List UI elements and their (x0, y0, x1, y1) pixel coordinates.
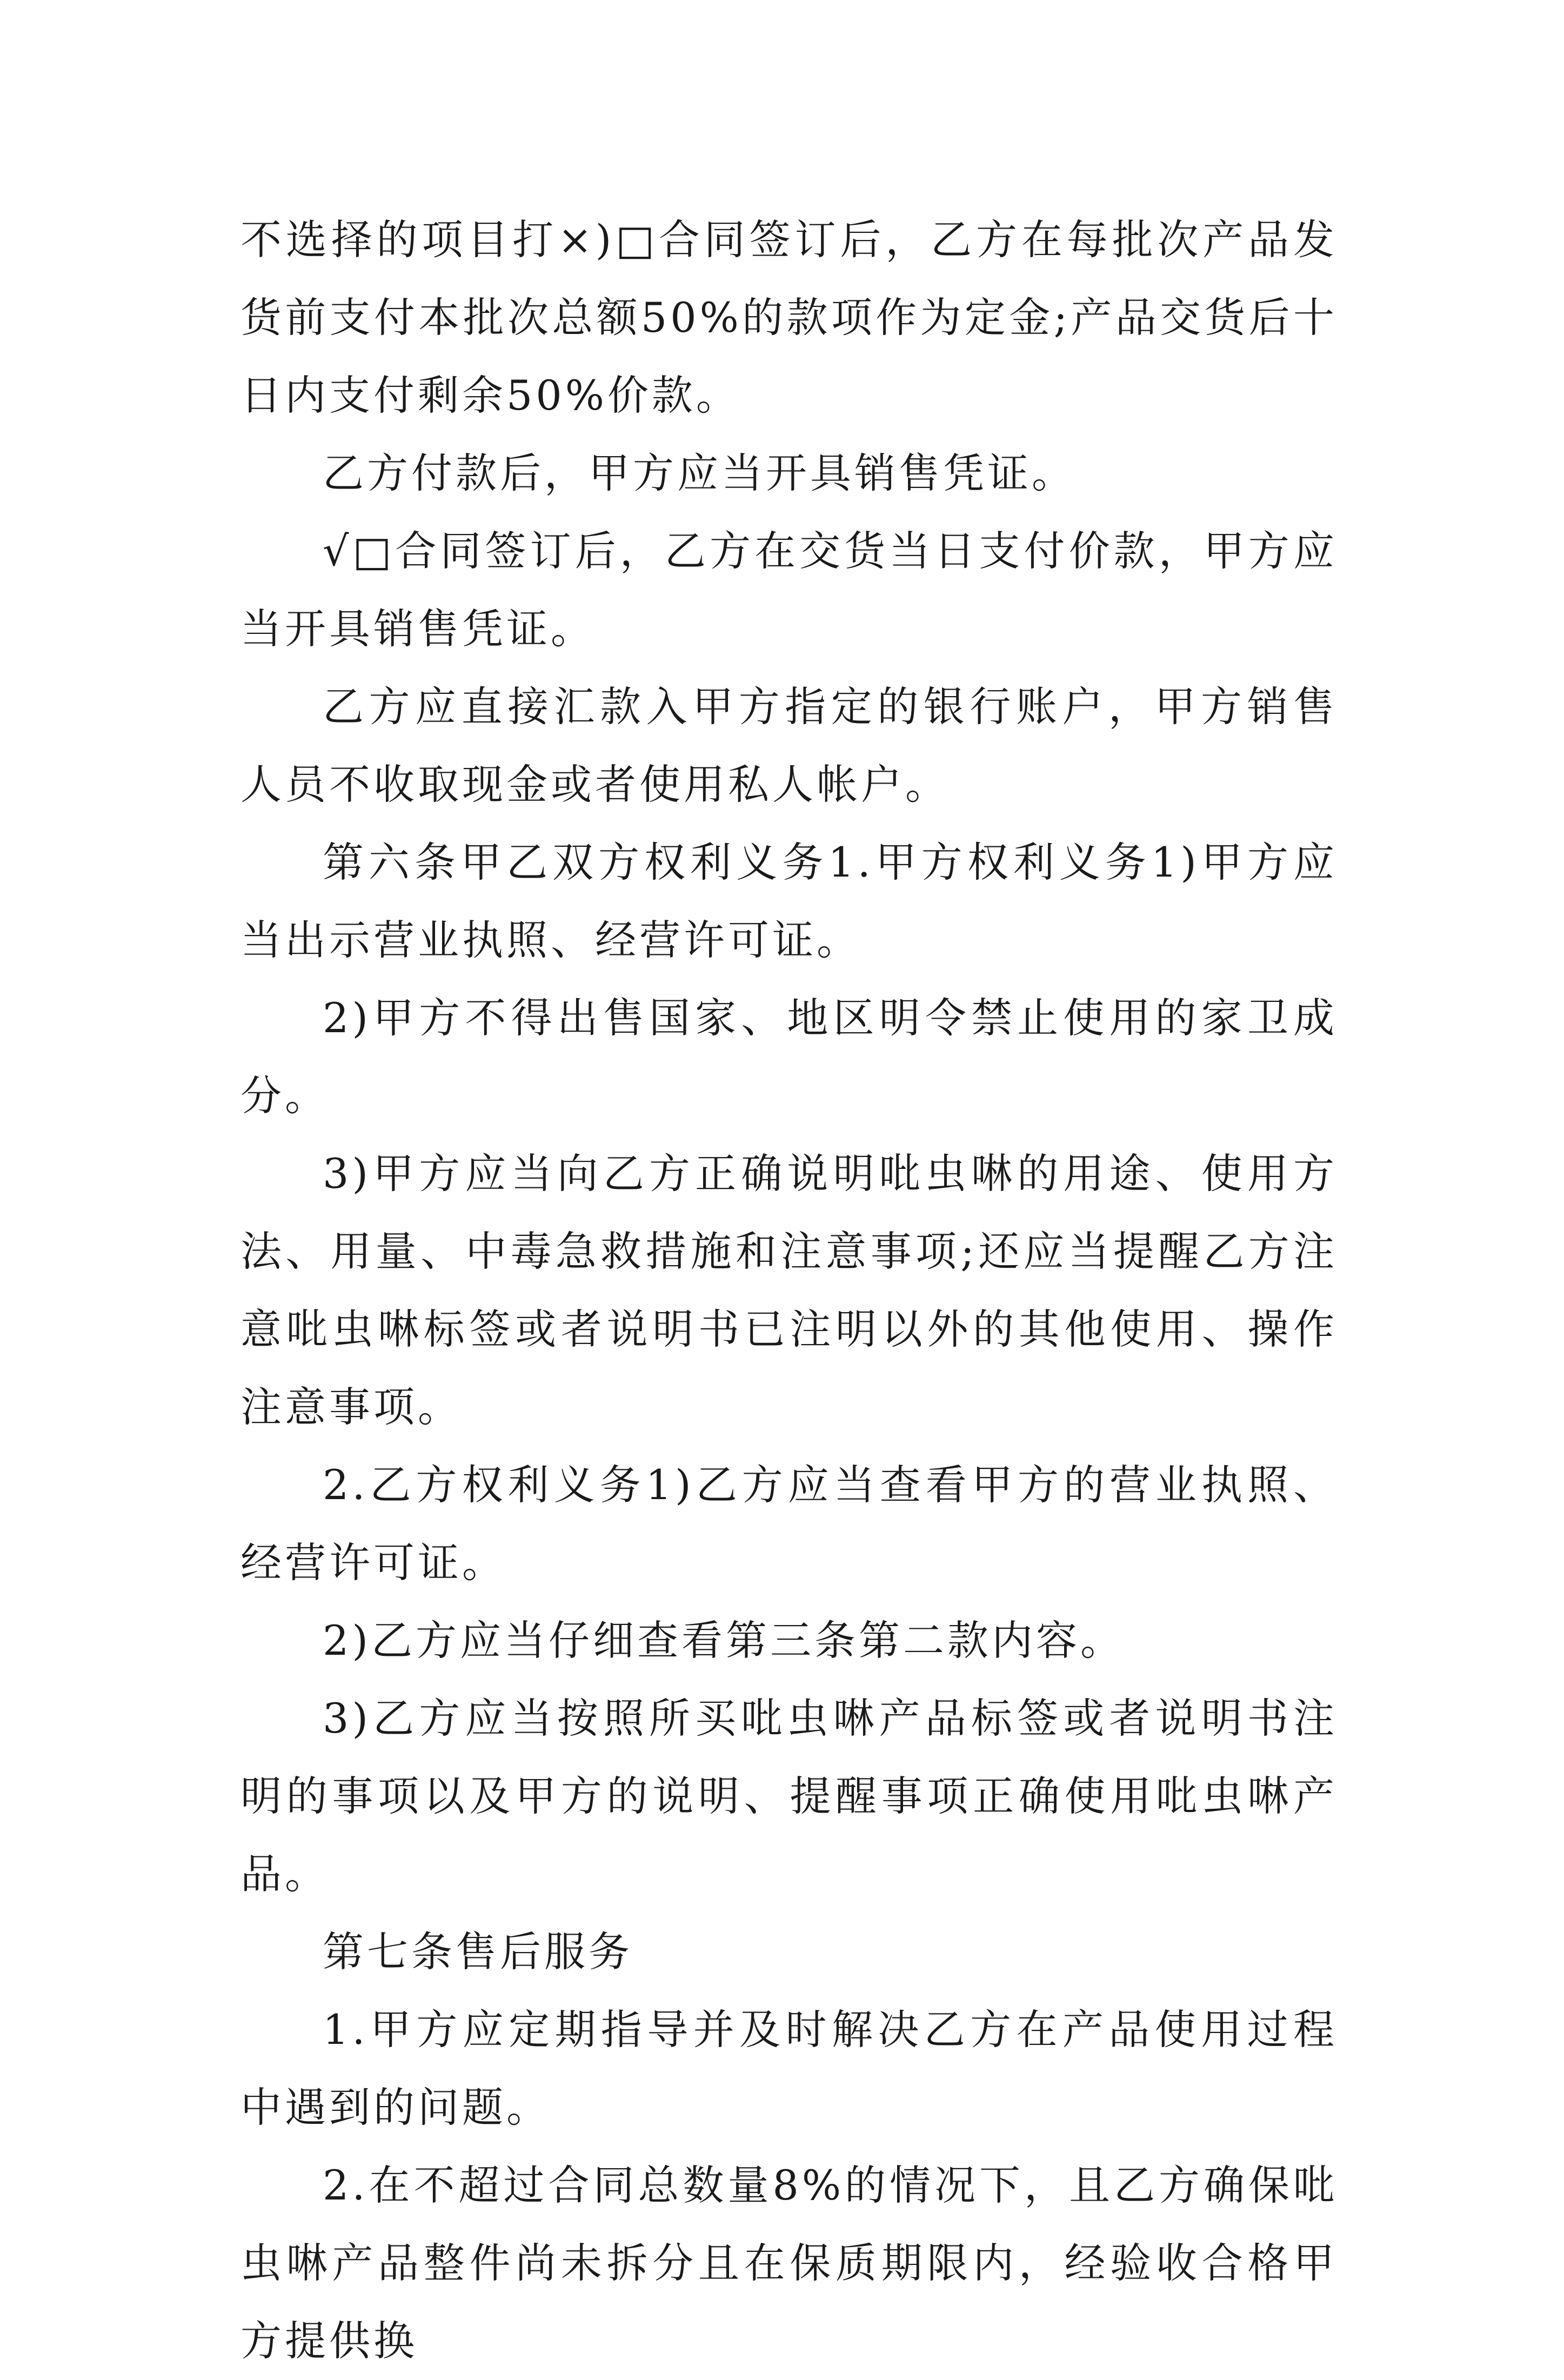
paragraph-article-6: 第六条甲乙双方权利义务1.甲方权利义务1)甲方应当出示营业执照、经营许可证。 (240, 838, 1338, 964)
paragraph-party-b-item-2: 2)乙方应当仔细查看第三条第二款内容。 (323, 1616, 1125, 1664)
paragraph-party-b-item-3: 3)乙方应当按照所买吡虫啉产品标签或者说明书注明的事项以及甲方的说明、提醒事项正确使用吡虫啉产品。 (240, 1694, 1338, 1898)
paragraph-party-a-item-2: 2)甲方不得出售国家、地区明令禁止使用的家卫成分。 (240, 994, 1338, 1120)
paragraph-payment-option-delivery-day: √□合同签订后，乙方在交货当日支付价款，甲方应当开具销售凭证。 (240, 527, 1338, 653)
paragraph-sales-voucher: 乙方付款后，甲方应当开具销售凭证。 (323, 449, 1076, 497)
paragraph-party-a-item-3: 3)甲方应当向乙方正确说明吡虫啉的用途、使用方法、用量、中毒急救措施和注意事项;还应当提醒乙方注意吡虫啉标签或者说明书已注明以外的其他使用、操作注意事项。 (240, 1149, 1338, 1431)
heading-article-7: 第七条售后服务 (323, 1928, 633, 1976)
contract-text-body (240, 201, 1338, 2380)
paragraph-payment-option-deposit: 不选择的项目打×)□合同签订后，乙方在每批次产品发货前支付本批次总额50%的款项作为定金;产品交货后十日内支付剩余50%价款。 (240, 216, 1338, 419)
paragraph-after-sales-1: 1.甲方应定期指导并及时解决乙方在产品使用过程中遇到的问题。 (240, 2005, 1338, 2131)
paragraph-bank-transfer: 乙方应直接汇款入甲方指定的银行账户，甲方销售人员不收取现金或者使用私人帐户。 (240, 683, 1338, 808)
paragraph-party-b-item-1: 2.乙方权利义务1)乙方应当查看甲方的营业执照、经营许可证。 (240, 1461, 1338, 1587)
paragraph-after-sales-2: 2.在不超过合同总数量8%的情况下，且乙方确保吡虫啉产品整件尚未拆分且在保质期限内，经验收合格甲方提供换 (240, 2161, 1338, 2365)
